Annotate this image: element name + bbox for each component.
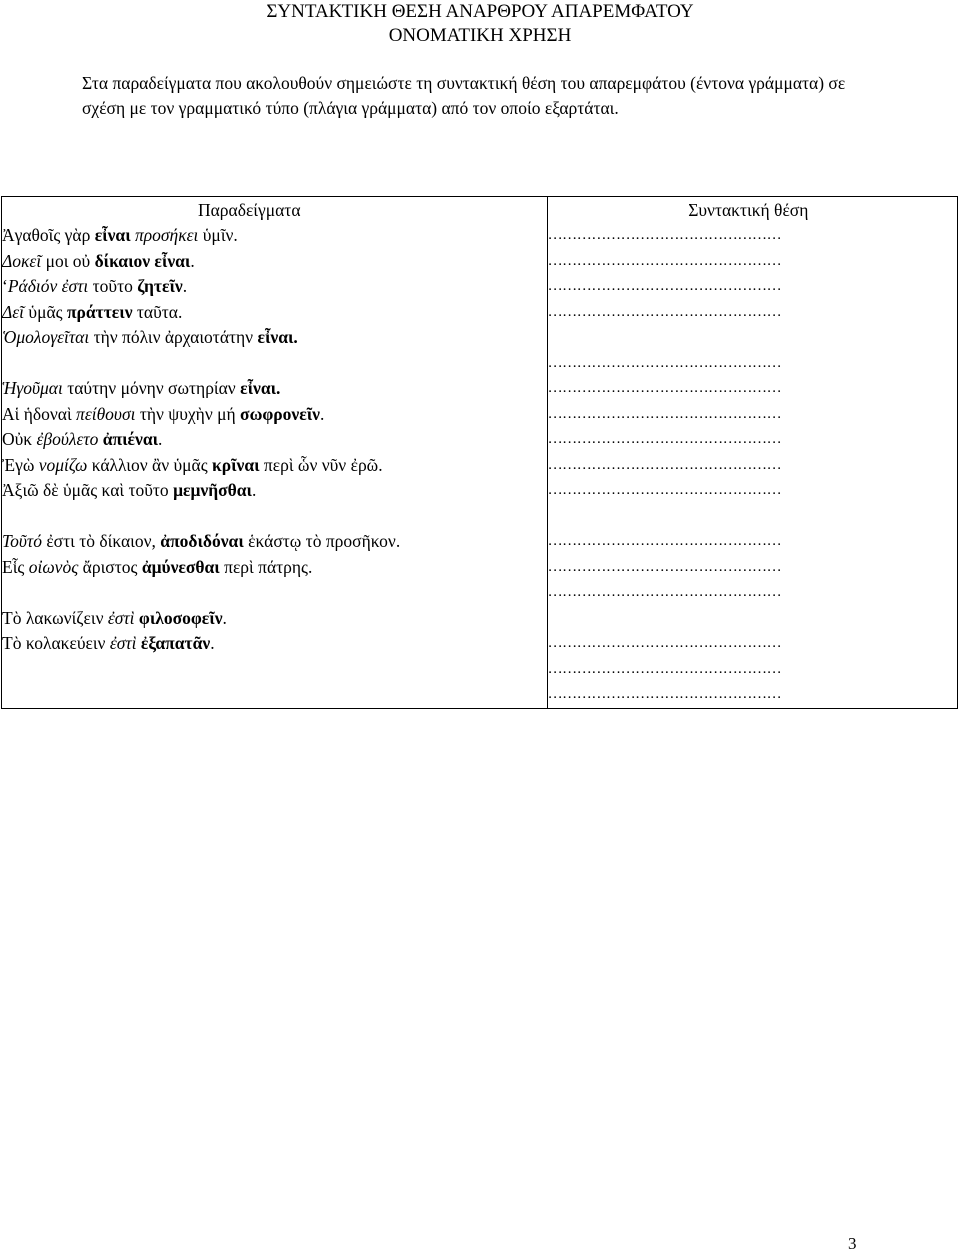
- sentence-text: μοι οὐ: [41, 250, 95, 271]
- sentence-text: .: [251, 480, 257, 500]
- group-spacer: [2, 351, 547, 377]
- group-spacer: [2, 580, 547, 606]
- sentence-text: κάλλιον ἂν ὑμᾶς: [87, 454, 213, 475]
- example-group: [2, 376, 547, 504]
- example-sentence: [2, 631, 547, 657]
- example-sentence: [2, 376, 547, 402]
- governing-word-italic: ἐστὶ: [107, 607, 135, 628]
- group-spacer: [2, 504, 547, 530]
- answer-line[interactable]: …………………………………………: [547, 252, 782, 269]
- sentence-text: περὶ ὧν νῦν ἐρῶ.: [259, 454, 383, 475]
- examples-list: [2, 223, 547, 682]
- sentence-text: τὴν ψυχὴν μή: [135, 403, 241, 424]
- example-sentence: [2, 529, 547, 555]
- example-sentence: [2, 478, 547, 504]
- answer-line[interactable]: …………………………………………: [547, 456, 782, 473]
- sentence-text: .: [182, 276, 188, 296]
- governing-word-italic: Ὁμολογεῖται: [2, 327, 90, 347]
- group-spacer: [548, 606, 957, 632]
- title-line-1: ΣΥΝΤΑΚΤΙΚΗ ΘΕΣΗ ΑΝΑΡΘΡΟΥ ΑΠΑΡΕΜΦΑΤΟΥ: [266, 1, 694, 22]
- governing-word-italic: πείθουσι: [76, 403, 136, 424]
- sentence-text: τὴν πόλιν ἀρχαιοτάτην: [89, 327, 258, 347]
- answer-line[interactable]: …………………………………………: [547, 227, 782, 243]
- infinitive-bold: ἀποδιδόναι: [160, 531, 244, 551]
- example-group: [2, 529, 547, 580]
- answer-lines: [548, 223, 957, 708]
- answer-line[interactable]: …………………………………………: [547, 558, 782, 575]
- governing-word-italic: Δοκεῖ: [2, 250, 42, 271]
- example-group: [2, 606, 547, 657]
- syntax-column: [547, 197, 957, 709]
- sentence-text: ταῦτα.: [132, 301, 183, 322]
- answer-line[interactable]: …………………………………………: [547, 303, 782, 320]
- infinitive-bold: ἀμύνεσθαι: [141, 556, 220, 577]
- sentence-text: ‘: [2, 276, 8, 296]
- example-sentence: [2, 300, 547, 326]
- governing-word-italic: Δεῖ: [2, 301, 25, 322]
- sentence-text: .: [319, 403, 325, 424]
- sentence-text: Ἐγὼ: [2, 454, 39, 475]
- infinitive-bold: δίκαιον εἶναι: [94, 250, 191, 271]
- governing-word-italic: ἐστὶ: [109, 633, 137, 653]
- answer-line[interactable]: …………………………………………: [547, 635, 782, 651]
- answer-group: [548, 631, 957, 708]
- infinitive-bold: ἐξαπατᾶν: [140, 633, 211, 653]
- answer-line[interactable]: …………………………………………: [547, 482, 782, 498]
- example-sentence: [2, 274, 547, 300]
- tail-spacer: [2, 657, 547, 683]
- sentence-text: ταύτην μόνην σωτηρίαν: [62, 378, 241, 398]
- answer-group: [548, 223, 957, 325]
- sentence-text: .: [210, 633, 215, 653]
- sentence-text: ἄριστος: [78, 556, 142, 577]
- sentence-text: .: [222, 607, 227, 628]
- example-group: [2, 223, 547, 351]
- governing-word-italic: οἰωνὸς: [28, 556, 79, 577]
- infinitive-bold: πράττειν: [66, 301, 133, 322]
- syntax-header: Συντακτική θέση: [688, 200, 809, 220]
- sentence-text: Τὸ κολακεύειν: [2, 633, 110, 653]
- infinitive-bold: ζητεῖν: [137, 276, 183, 296]
- governing-word-italic: νομίζω: [38, 454, 88, 475]
- sentence-text: ἑκάστῳ τὸ προσῆκον.: [243, 531, 401, 551]
- group-spacer: [548, 325, 957, 351]
- infinitive-bold: εἶναι.: [257, 327, 298, 347]
- answer-line[interactable]: …………………………………………: [547, 405, 782, 422]
- sentence-text: Ἀξιῶ δὲ ὑμᾶς καὶ τοῦτο: [2, 480, 174, 500]
- example-sentence: [2, 402, 547, 428]
- infinitive-bold: εἶναι: [94, 225, 131, 245]
- sentence-text: τοῦτο: [88, 276, 138, 296]
- governing-word-italic: Τοῦτό: [2, 531, 42, 551]
- answer-line[interactable]: …………………………………………: [547, 584, 782, 600]
- example-sentence: [2, 223, 547, 249]
- example-sentence: [2, 427, 547, 453]
- answer-line[interactable]: …………………………………………: [547, 660, 782, 677]
- instructions-paragraph: Στα παραδείγματα που ακολουθούν σημειώστε τη συντακτική θέση του απαρεμφάτου (έντονα γράμματα) σε σχέση με τον γραμματικό τύπο (πλάγια γράμματα) από τον οποίο εξαρτάται.: [82, 73, 846, 118]
- example-sentence: [2, 555, 547, 581]
- sentence-text: ὑμῖν.: [198, 225, 238, 245]
- answer-group: [548, 529, 957, 606]
- answer-line[interactable]: …………………………………………: [547, 354, 782, 371]
- example-sentence: [2, 453, 547, 479]
- sentence-text: Αἱ ἡδοναὶ: [2, 403, 77, 424]
- example-sentence: [2, 325, 547, 351]
- example-sentence: [2, 249, 547, 275]
- sentence-text: Ἀγαθοῖς γὰρ: [2, 225, 95, 245]
- infinitive-bold: κρῖναι: [212, 454, 260, 475]
- infinitive-bold: εἶναι.: [240, 378, 281, 398]
- answer-line[interactable]: …………………………………………: [547, 686, 782, 702]
- infinitive-bold: φιλοσοφεῖν: [138, 607, 223, 628]
- exercise-table: [1, 196, 958, 709]
- sentence-text: .: [158, 429, 163, 449]
- answer-line[interactable]: …………………………………………: [547, 278, 782, 294]
- governing-word-italic: προσήκει: [135, 225, 199, 245]
- sentence-text: Εἷς: [2, 556, 29, 577]
- infinitive-bold: μεμνῆσθαι: [173, 480, 252, 500]
- examples-header: Παραδείγματα: [198, 200, 301, 220]
- answer-group: [548, 351, 957, 504]
- page-number: 3: [848, 1234, 857, 1253]
- sentence-text: Οὐκ: [2, 429, 37, 449]
- examples-column: [2, 197, 548, 709]
- answer-line[interactable]: …………………………………………: [547, 380, 782, 396]
- exercise-row: [2, 197, 958, 709]
- infinitive-bold: σωφρονεῖν: [240, 403, 320, 424]
- answer-line[interactable]: …………………………………………: [547, 431, 782, 447]
- answer-line[interactable]: …………………………………………: [547, 533, 782, 549]
- sentence-text: .: [190, 250, 195, 271]
- sentence-text: περὶ πάτρης.: [219, 556, 313, 577]
- sentence-text: ἐστι τὸ δίκαιον,: [41, 531, 161, 551]
- sentence-text: Τὸ λακωνίζειν: [2, 607, 108, 628]
- governing-word-italic: ἐβούλετο: [36, 429, 99, 449]
- group-spacer: [548, 504, 957, 530]
- example-sentence: [2, 606, 547, 632]
- title-line-2: ΟΝΟΜΑΤΙΚΗ ΧΡΗΣΗ: [388, 25, 572, 46]
- governing-word-italic: Ράδιόν ἐστι: [7, 276, 89, 296]
- governing-word-italic: Ἡγοῦμαι: [2, 378, 63, 398]
- sentence-text: ὑμᾶς: [24, 301, 67, 322]
- infinitive-bold: ἀπιέναι: [102, 429, 159, 449]
